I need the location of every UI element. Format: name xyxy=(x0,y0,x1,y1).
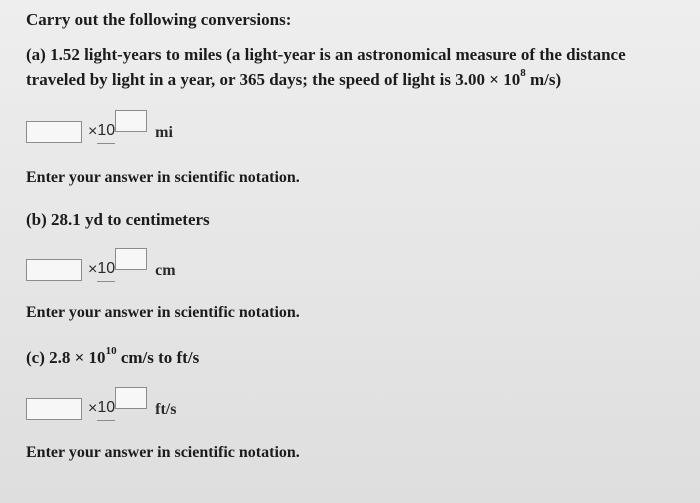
question-c xyxy=(26,345,200,368)
mantissa-input-a[interactable] xyxy=(26,121,82,143)
instruction-c: Enter your answer in scientific notation. xyxy=(26,444,300,461)
unit-label-b: cm xyxy=(155,262,176,279)
question-a-text: traveled by light in a year, or 365 days; the speed of light is 3.00 × 10 xyxy=(26,70,521,89)
mantissa-input-c[interactable] xyxy=(26,398,82,420)
question-b: (b) 28.1 yd to centimeters xyxy=(26,210,210,229)
base-ten-b: 10 xyxy=(97,259,115,282)
times-sign-a: × xyxy=(88,123,98,140)
unit-label-a: mi xyxy=(155,124,173,141)
times-sign-b: × xyxy=(88,261,98,278)
question-c-exponent: 10 xyxy=(105,345,117,358)
question-c-text: (c) 2.8 × 10 xyxy=(26,348,106,367)
answer-row-b xyxy=(26,254,176,282)
exponent-input-c[interactable] xyxy=(115,387,147,409)
question-c-text-end: cm/s to ft/s xyxy=(116,348,200,367)
answer-row-a xyxy=(26,116,173,144)
instruction-b: Enter your answer in scientific notation. xyxy=(26,304,300,321)
answer-row-c xyxy=(26,393,176,421)
base-ten-c: 10 xyxy=(97,398,115,421)
instruction-a: Enter your answer in scientific notation. xyxy=(26,169,300,186)
exponent-input-a[interactable] xyxy=(115,110,147,132)
exponent-input-b[interactable] xyxy=(115,248,147,270)
heading: Carry out the following conversions: xyxy=(26,10,292,29)
question-a-exponent: 8 xyxy=(520,67,526,80)
unit-label-c: ft/s xyxy=(155,401,177,418)
mantissa-input-b[interactable] xyxy=(26,259,82,281)
question-a-line-2 xyxy=(26,67,562,90)
times-sign-c: × xyxy=(88,400,98,417)
question-a-text-end: m/s) xyxy=(525,70,562,89)
question-a-line-1: (a) 1.52 light-years to miles (a light-year is an astronomical measure of the distance xyxy=(26,45,626,64)
base-ten-a: 10 xyxy=(97,121,115,144)
